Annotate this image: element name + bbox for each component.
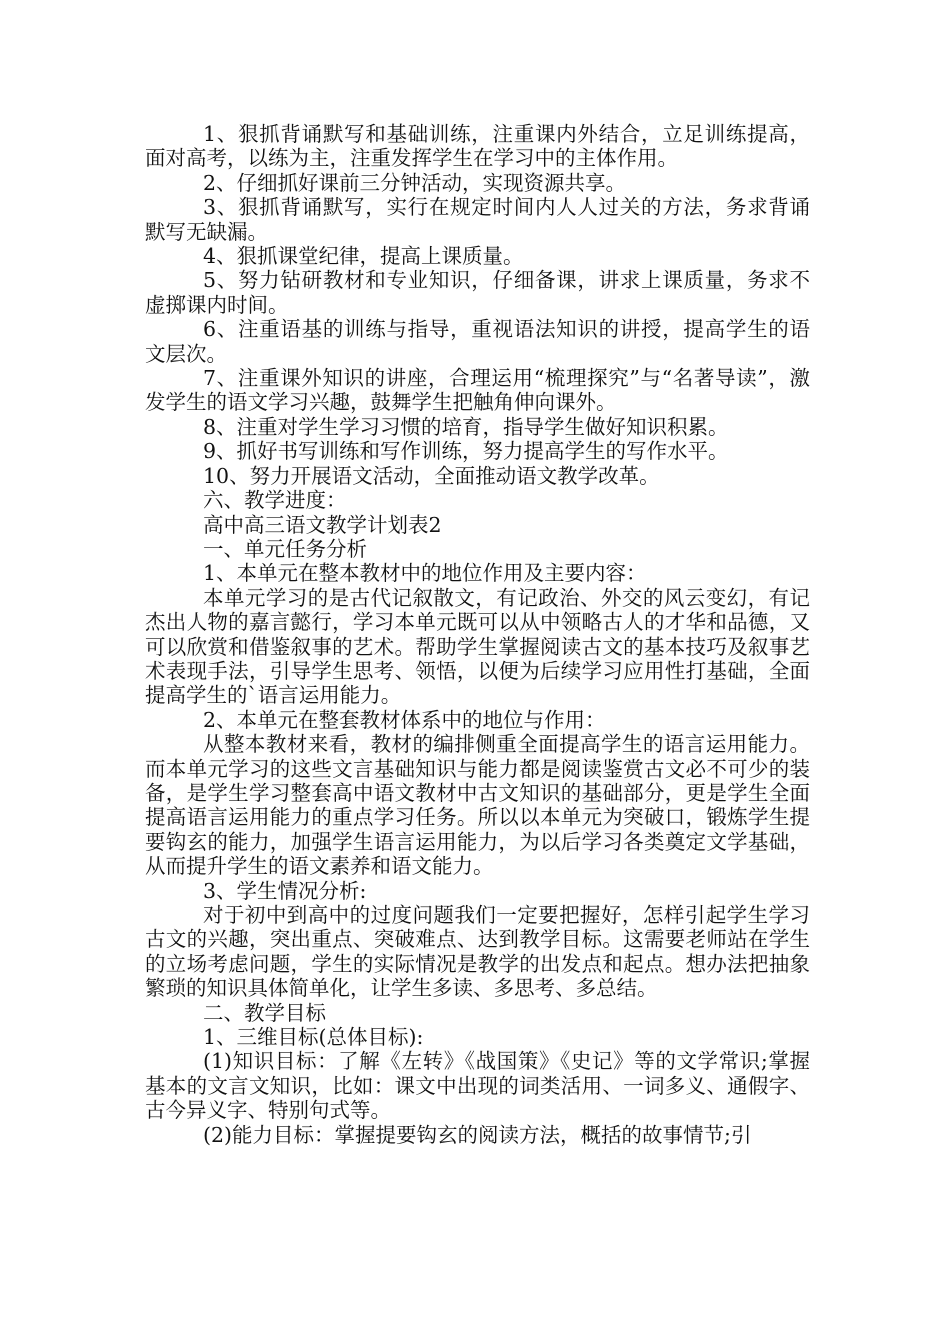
section-heading: 六、教学进度： [203,488,347,513]
paragraph: 4、狠抓课堂纪律，提高上课质量。 [203,244,524,269]
subsection-heading: 1、三维目标(总体目标): [203,1025,424,1050]
subsection-heading: 3、学生情况分析: [203,878,367,903]
paragraph: (1)知识目标：了解《左转》《战国策》《史记》等的文学常识;掌握基本的文言文知识，比如：课文中出现的词类活用、一词多义、通假字、古今异义字、特别句式等。 [145,1049,810,1123]
paragraph: 6、注重语基的训练与指导，重视语法知识的讲授，提高学生的语文层次。 [145,317,810,366]
paragraph: 从整本教材来看，教材的编排侧重全面提高学生的语言运用能力。而本单元学习的这些文言基础知识与能力都是阅读鉴赏古文必不可少的装备，是学生学习整套高中语文教材中古文知识的基础部分，更是学生全面提高语言运用能力的重点学习任务。所以以本单元为突破口，锻炼学生提要钩玄的能力，加强学生语言运用能力，为以后学习各类奠定文学基础，从而提升学生的语文素养和语文能力。 [145,732,810,879]
paragraph: 2、仔细抓好课前三分钟活动，实现资源共享。 [203,170,627,195]
subsection-heading: 2、本单元在整套教材体系中的地位与作用： [203,707,606,732]
section-heading: 一、单元任务分析 [203,536,367,561]
paragraph: 5、努力钻研教材和专业知识，仔细备课，讲求上课质量，务求不虚掷课内时间。 [145,268,810,317]
paragraph: 3、狠抓背诵默写，实行在规定时间内人人过关的方法，务求背诵默写无缺漏。 [145,195,810,244]
subsection-heading: 1、本单元在整本教材中的地位作用及主要内容： [203,561,647,586]
paragraph: 8、注重对学生学习习惯的培育，指导学生做好知识积累。 [203,414,729,439]
paragraph: 10、努力开展语文活动，全面推动语文教学改革。 [203,463,660,488]
paragraph: 7、注重课外知识的讲座，合理运用“梳理探究”与“名著导读”，激发学生的语文学习兴趣，鼓舞学生把触角伸向课外。 [145,366,810,415]
paragraph: 本单元学习的是古代记叙散文，有记政治、外交的风云变幻，有记杰出人物的嘉言懿行，学习本单元既可以从中领略古人的才华和品德，又可以欣赏和借鉴叙事的艺术。帮助学生掌握阅读古文的基本技巧及叙事艺术表现手法，引导学生思考、领悟，以便为后续学习应用性打基础，全面提高学生的`语言运用能力。 [145,585,810,708]
paragraph: 对于初中到高中的过度问题我们一定要把握好，怎样引起学生学习古文的兴趣，突出重点、突破难点、达到教学目标。这需要老师站在学生的立场考虑问题，学生的实际情况是教学的出发点和起点。想办法把抽象繁琐的知识具体简单化，让学生多读、多思考、多总结。 [145,903,810,1001]
section-heading: 二、教学目标 [203,1000,326,1025]
paragraph: 9、抓好书写训练和写作训练，努力提高学生的写作水平。 [203,439,729,464]
paragraph: 1、狠抓背诵默写和基础训练，注重课内外结合，立足训练提高，面对高考，以练为主，注重发挥学生在学习中的主体作用。 [145,122,810,171]
document-title: 高中高三语文教学计划表2 [203,512,442,537]
document-body [145,122,810,1147]
paragraph: (2)能力目标：掌握提要钩玄的阅读方法，概括的故事情节;引 [203,1122,752,1147]
